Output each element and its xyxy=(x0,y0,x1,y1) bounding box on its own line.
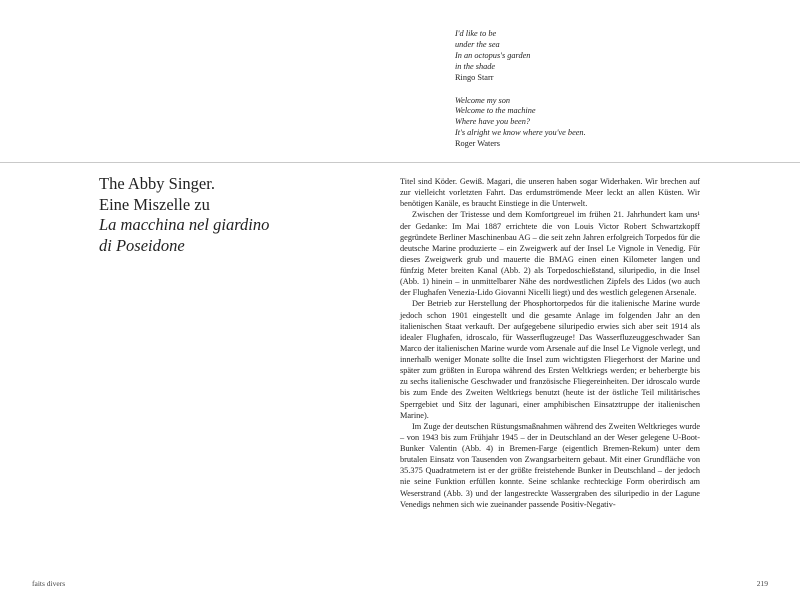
title-line-4: di Poseidone xyxy=(99,235,185,255)
page-number: 219 xyxy=(756,579,768,588)
title-line-1: The Abby Singer. xyxy=(99,174,215,193)
title-line-2: Eine Miszelle zu xyxy=(99,194,210,214)
epigraph-line: Welcome my son xyxy=(455,95,510,105)
epigraph-line: under the sea xyxy=(455,39,500,49)
epigraph-author: Ringo Starr xyxy=(455,72,494,82)
epigraph-line: It's alright we know where you've been. xyxy=(455,128,586,138)
running-footer: faits divers xyxy=(32,579,66,588)
epigraph-ringo-starr xyxy=(455,29,695,84)
epigraph-line: in the shade xyxy=(455,61,496,71)
paragraph-1: Titel sind Köder. Gewiß. Magari, die unseren haben sogar Widerhaken. Wir brechen auf zur vielleicht vorletzten Fahrt. Das erdumströmende Meer leckt an allen Küsten. Wir benötigen Kanäle, es braucht Einstiege in die Unterwelt. xyxy=(400,177,700,209)
chapter-title xyxy=(99,174,349,256)
epigraph-line: I'd like to be xyxy=(455,29,497,38)
horizontal-rule xyxy=(0,162,800,163)
paragraph-2: Zwischen der Tristesse und dem Komfortgreuel im frühen 21. Jahrhundert kam uns¹ der Gedanke: Im Mai 1887 errichtete die von Louis Victor Robert Schwartzkopff gegründete Berliner Maschinenbau AG – die seit zehn Jahren erfolgreich Torpedos für die deutsche Marine produzierte – ein Zweigwerk auf der Insel Le Vignole in Venedig. Für dieses Zweigwerk grub und mauerte die BMAG einen einen Kilometer langen und fünfzig Meter breiten Kanal (Abb. 2) als Torpedoschießstand, siluripedio, in die Insel (Abb. 1) hinein – in unmittelbarer Nähe des nordwestlichen Zipfels des Lidos (wo auch der Flughafen Venezia-Lido Giovanni Nicelli liegt) und des westlich gelegenen Arsenale. xyxy=(400,210,700,298)
epigraphs xyxy=(455,29,695,162)
epigraph-author: Roger Waters xyxy=(455,139,501,149)
paragraph-3: Der Betrieb zur Herstellung der Phosphortorpedos für die italienische Marine wurde jedoch schon 1901 eingestellt und die gesamte Anlage im folgenden Jahr an den italienischen Staat verkauft. Der aufgegebene siluripedio erwies sich aber seit 1914 als idealer Flughafen, idroscalo, für Wasserflugzeuge! Das Wasserfluzeuggeschwader San Marco der italienischen Marine wurde vom Arsenale auf die Insel Le Vignole verlegt, und innerhalb weniger Monate sollte die Insel zum wichtigsten Fliegerhorst der Marine und später zum größten in Europa während des Ersten Weltkriegs werden; er beherbergte bis zu sechs italienische Geschwader und französische Fliegereinheiten. Der idroscalo wurde bis zum Ende des Zweiten Weltkriegs benutzt (heute ist der östliche Teil militärisches Sperrgebiet und Sitz der lagunari, einer amphibischen Einsatztruppe der italienischen Marine). xyxy=(400,299,700,420)
epigraph-line: In an octopus's garden xyxy=(455,50,531,60)
body-text xyxy=(400,176,700,510)
paragraph-4: Im Zuge der deutschen Rüstungsmaßnahmen während des Zweiten Weltkrieges wurde – von 1943 bis zum Frühjahr 1945 – der in Deutschland an der Weser gelegene U-Boot-Bunker Valentin (Abb. 4) in Bremen-Farge (eigentlich Bremen-Rekum) unter dem brutalen Einsatz von Tausenden von Zwangsarbeitern gebaut. Mit einer Grundfläche von 35.375 Quadratmetern ist er der größte freistehende Bunker in Deutschland – der jedoch nie seine Funktion erfüllen konnte. Seine schlanke rechteckige Form oberirdisch am Weserstrand (Abb. 3) und der langestreckte Wassergraben des siluripedio in der Lagune Venedigs nehmen sich wie zueinander passende Positiv-Negativ- xyxy=(400,421,700,509)
epigraph-roger-waters xyxy=(455,96,695,151)
epigraph-line: Where have you been? xyxy=(455,117,531,127)
title-line-3: La macchina nel giardino xyxy=(99,215,270,235)
epigraph-line: Welcome to the machine xyxy=(455,106,536,116)
